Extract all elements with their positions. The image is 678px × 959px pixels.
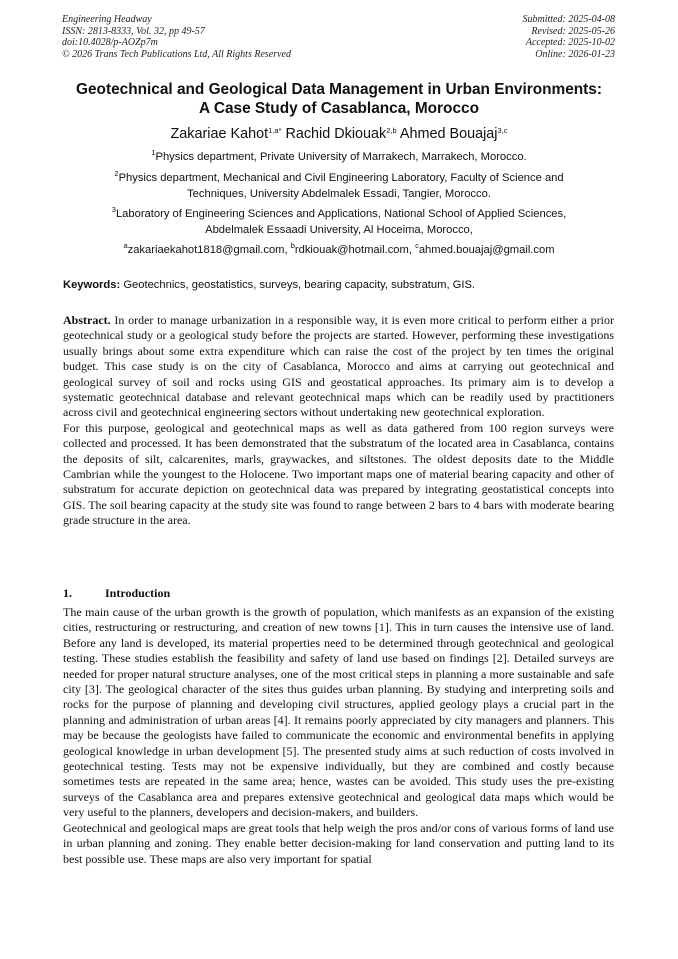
doi-line: doi:10.4028/p-AOZp7m [62, 37, 158, 49]
abstract-paragraph-2: For this purpose, geological and geotechnical maps as well as data gathered from 100 region surveys were collected and processed. It has been demonstrated that the substratum of the located area in Casablanca, contains the deposits of silt, calcarenites, marls, graywackes, and siltstones. The oldest deposits date to the Middle Cambrian while the youngest to the Holocene. Two important maps one of material bearing capacity and other of substratum for accurate depiction on geotechnical data was prepared by integrating geostatistical concepts into GIS. The soil bearing capacity at the study site was found to range between 2 bars to 4 bars with moderate bearing grade structure in the area. [63, 420, 614, 528]
revised-date: Revised: 2025-05-26 [531, 25, 615, 37]
introduction-paragraph: The main cause of the urban growth is the growth of population, which manifests as an expansion of the existing cities, restructuring or restructuring, and creation of new towns [1]. This in turn causes the intensive use of land. Before any land is developed, its material properties need to be determined through geotechnical and geological testing. These studies establish the feasibility and safety of land use based on findings [2]. Detailed surveys are needed for proper natural structure analyses, one of the most critical steps in planning a more sustainable and safe city [3]. The geological character of the sites thus guides urban planning. By studying and interpreting soils and rocks for the purpose of planning and developing civil structures, applied geology plays a crucial part in the planning and administration of urban areas [4]. It remains poorly appreciated by city managers and planners. This may be because the geologists have failed to communicate the economic and environmental benefits in applying geological knowledge in urban development [5]. The presented study aims at such reduction of costs involved in geotechnical testing. Tests may not be expensive individually, but they are combined and costly because sometimes tests are repeated in the same area; hence, wastes can be avoided. This study uses the pre-existing surveys of the Casablanca area and prepares extensive geotechnical and geological data maps which would be very useful to the planners, developers and decision-makers, and builders. [63, 605, 614, 820]
online-date: Online: 2026-01-23 [535, 48, 615, 60]
title-line-1: Geotechnical and Geological Data Management in Urban Environments: [76, 81, 602, 98]
copyright-line: © 2026 Trans Tech Publications Ltd, All Rights Reserved [62, 48, 291, 60]
keywords-text: Geotechnics, geostatistics, surveys, bearing capacity, substratum, GIS. [123, 279, 476, 291]
affiliation-3 [60, 207, 618, 238]
keywords-line [63, 278, 623, 293]
keywords-label: Keywords: [63, 279, 121, 291]
abstract-text: In order to manage urbanization in a responsible way, it is even more critical to perform either a prior geotechnical study or a geological study before the projects are started. However, performing these investigations usually brings about some extra expenditure which can raise the cost of the project by ten times the original budget. This case study is on the city of Casablanca, Morocco and aims at carrying out geotechnical and geological survey of soil and rocks using GIS and geostatical approaches. Its primary aim is to develop a systematic geotechnical database and relevant geotechnical maps which can be readily used by practitioners across civil and geotechnical engineering sectors without undertaking new geotechnical exploration. [63, 313, 614, 420]
author-superscript: 1,a* [268, 126, 282, 135]
introduction-paragraph: Geotechnical and geological maps are great tools that help weigh the pros and/or cons of various forms of land use in urban planning and zoning. They enable better decision-making for land conservation and putting land to its best possible use. These maps are also very important for spatial [63, 820, 614, 866]
affiliation-superscript: 1 [151, 148, 156, 157]
affiliation-1 [60, 150, 618, 166]
title-line-2: A Case Study of Casablanca, Morocco [199, 100, 479, 117]
email-link[interactable]: ahmed.bouajaj@gmail.com [418, 244, 555, 256]
issn-line: ISSN: 2813-8333, Vol. 32, pp 49-57 [62, 25, 205, 37]
abstract-block [63, 313, 614, 529]
affiliation-text: Abdelmalek Essaadi University, Al Hoceima, Morocco, [205, 223, 473, 236]
section-title: Introduction [105, 586, 171, 600]
affiliation-superscript: 2 [114, 169, 119, 178]
author-name: Zakariae Kahot [170, 126, 269, 142]
author-list [40, 124, 638, 144]
introduction-body [63, 605, 614, 867]
abstract-paragraph-1 [63, 313, 614, 421]
email-superscript: b [290, 241, 295, 250]
affiliation-text: Techniques, University Abdelmalek Essadi, Tangier, Morocco. [187, 187, 491, 200]
submitted-date: Submitted: 2025-04-08 [522, 14, 615, 25]
affiliation-text: Physics department, Mechanical and Civil Engineering Laboratory, Faculty of Science and [118, 172, 564, 184]
email-link[interactable]: rdkiouak@hotmail.com, [294, 244, 412, 256]
affiliation-text: Laboratory of Engineering Sciences and Applications, National School of Applied Sciences, [115, 208, 567, 220]
author-name: Rachid Dkiouak [285, 126, 387, 142]
journal-name: Engineering Headway [62, 14, 152, 25]
email-line [60, 243, 618, 259]
abstract-label: Abstract. [63, 313, 111, 327]
section-heading [63, 586, 170, 601]
affiliation-text: Physics department, Private University of Marrakech, Marrakech, Morocco. [155, 151, 527, 163]
email-superscript: c [415, 241, 419, 250]
email-superscript: a [123, 241, 128, 250]
paper-title [40, 80, 638, 118]
email-link[interactable]: zakariaekahot1818@gmail.com, [127, 244, 288, 256]
affiliation-superscript: 3 [111, 205, 116, 214]
journal-header-left [62, 14, 291, 60]
accepted-date: Accepted: 2025-10-02 [525, 37, 615, 49]
author-superscript: 2,b [386, 126, 397, 135]
affiliation-2 [60, 171, 618, 202]
author-name: Ahmed Bouajaj [399, 126, 498, 142]
author-superscript: 3,c [497, 126, 508, 135]
section-number: 1. [63, 586, 72, 600]
journal-header-right [523, 14, 616, 60]
